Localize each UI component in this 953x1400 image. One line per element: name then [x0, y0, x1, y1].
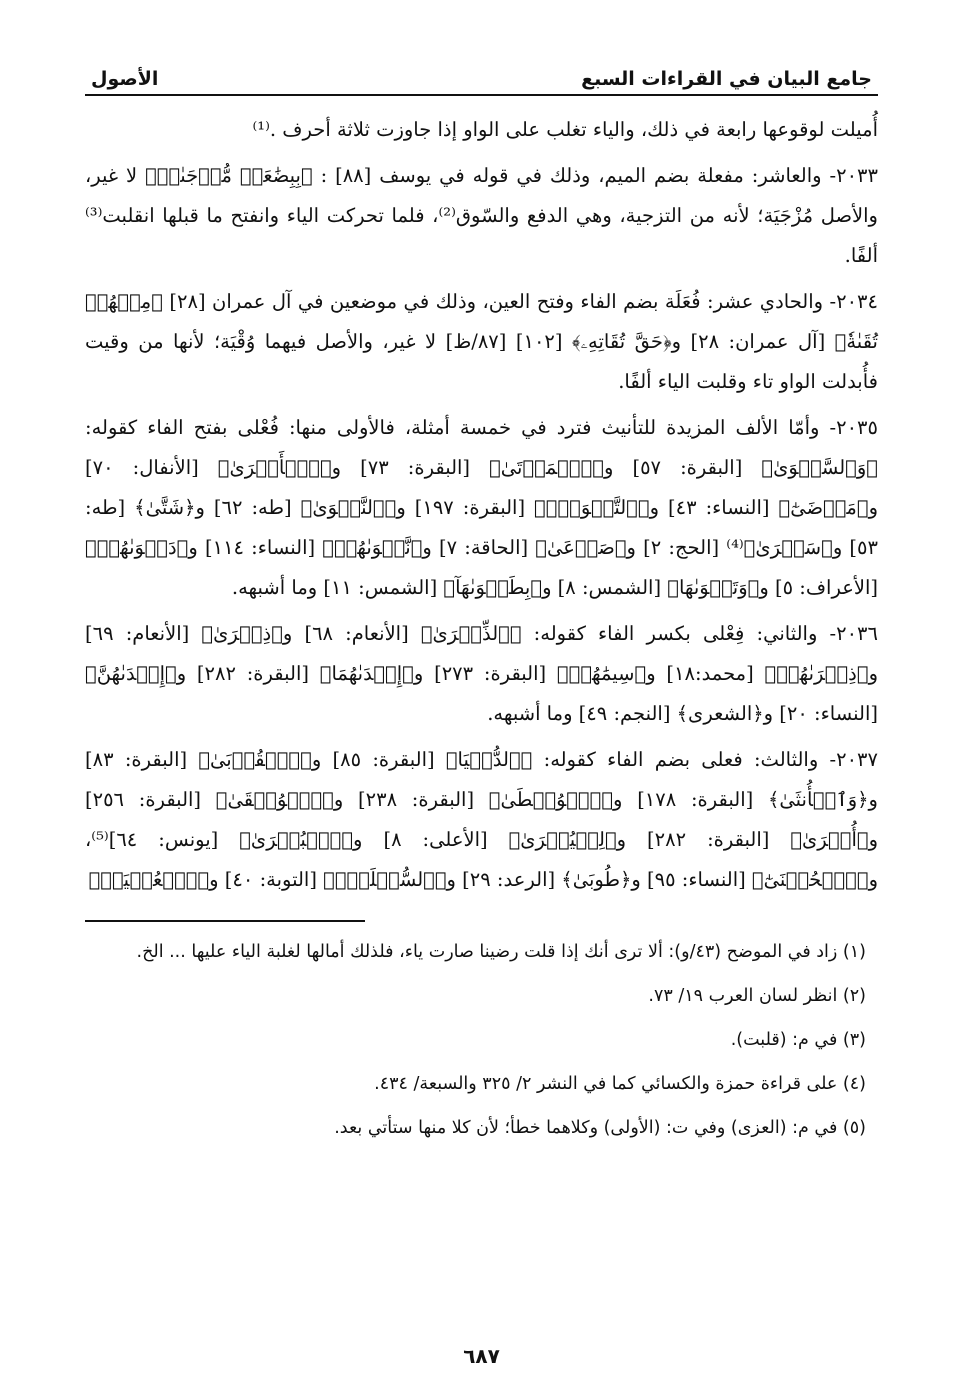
footnote: (٣) في م: (قلبت). [730, 1030, 866, 1050]
paragraph: ٢٠٣٧- والثالث: فعلى بضم الفاء كقوله: ﴿ٱلدُّنۡيَا﴾ [البقرة: ٨٥] و﴿ٱلۡقُرۡبَىٰ﴾ [البقرة: ٨٣] و﴿وَٱلۡأُنثَىٰ﴾ [البقرة: ١٧٨] و﴿ٱلۡوُسۡطَىٰ﴾ [البقرة: ٢٣٨] و﴿ٱلۡوُثۡقَىٰ﴾ [البقرة: ٢٥٦] و﴿أُخۡرَىٰ﴾ [البقرة: ٢٨٢] و﴿لِلۡيُسۡرَىٰ﴾ [الأعلى: ٨] و﴿ٱلۡبُشۡرَىٰ﴾ [يونس: ٦٤]⁽⁵⁾، و﴿ٱلۡحُسۡنَىٰٓ﴾ [النساء: ٩٥] و﴿طُوبَىٰ﴾ [الرعد: ٢٩] و﴿ٱلسُّفۡلَىٰۗ﴾ [التوبة: ٤٠] و﴿ٱلۡعُلۡيَاۗ﴾ [85, 748, 878, 891]
paragraph: ٢٠٣٦- والثاني: فِعْلى بكسر الفاء كقوله: ﴿ٱلذِّكۡرَىٰ﴾ [الأنعام: ٦٨] و﴿ذِكۡرَىٰ﴾ [الأنعام: ٦٩] و﴿ذِكۡرَىٰهُمۡ﴾ [محمد:١٨] و﴿سِيمَٰهُمۡ﴾ [البقرة: ٢٧٣] و﴿إِحۡدَىٰهُمَا﴾ [البقرة: ٢٨٢] و﴿إِحۡدَىٰهُنَّ﴾ [النساء: ٢٠] و﴿الشعرى﴾ [النجم: ٤٩] وما أشبهه. [85, 622, 878, 725]
book-page [85, 56, 878, 1376]
footnote: (١) زاد في الموضح (٤٣/و): ألا ترى أنك إذا قلت رضينا صارت ياء، فلذلك أمالها لغلبة الياء عليها ... الخ. [136, 942, 866, 962]
paragraph: ٢٠٣٤- والحادي عشر: فُعَلَة بضم الفاء وفتح العين، وذلك في موضعين في آل عمران [٢٨] ﴿مِنۡهُمۡ تُقَىٰةٗ﴾ [آل عمران: ٢٨] و﴿حَقَّ تُقَاتِهِۦ﴾ [١٠٢] [٨٧/ظ] لا غير، والأصل فيهما وُقْيَة؛ لأنها من وقيت فأُبدلت الواو تاء وقلبت الياء ألفًا. [85, 290, 879, 393]
section-title: الأصول [91, 68, 159, 90]
paragraph: أُميلت لوقوعها رابعة في ذلك، والياء تغلب على الواو إذا جاوزت ثلاثة أحرف .⁽¹⁾ [252, 118, 878, 141]
page-number: ٦٨٧ [463, 1344, 500, 1368]
book-title: جامع البيان في القراءات السبع [581, 68, 872, 90]
main-text [85, 110, 878, 900]
footnote-separator [85, 920, 365, 922]
running-header [85, 56, 878, 96]
footnotes [85, 934, 878, 1146]
footnote: (٢) انظر لسان العرب ١٩/ ٧٣. [648, 986, 866, 1006]
paragraph: ٢٠٣٣- والعاشر: مفعلة بضم الميم، وذلك في قوله في يوسف [٨٨] : ﴿بِبِضَٰعَةٖ مُّزۡجَىٰةٖ﴾ لا غير، والأصل مُزْجَيَة؛ لأنه من التزجية، وهي الدفع والسّوق⁽²⁾، فلما تحركت الياء وانفتح ما قبلها انقلبت⁽³⁾ ألفًا. [85, 164, 878, 267]
paragraph: ٢٠٣٥- وأمّا الألف المزيدة للتأنيث فترد في خمسة أمثلة، فالأولى منها: فُعْلى بفتح الفاء كقوله: ﴿وَٱلسَّلۡوَىٰ﴾ [البقرة: ٥٧] و﴿ٱلۡمَوۡتَىٰ﴾ [البقرة: ٧٣] و﴿ٱلۡأَسۡرَىٰ﴾ [الأنفال: ٧٠] و﴿مَرۡضَىٰٓ﴾ [النساء: ٤٣] و﴿ٱلتَّقۡوَىٰۖ﴾ [البقرة: ١٩٧] و﴿ٱلنَّجۡوَىٰ﴾ [طه: ٦٢] و﴿شَتَّىٰ﴾ [طه: ٥٣] و﴿سَكۡرَىٰ﴾⁽⁴⁾ [الحج: ٢] و﴿صَرۡعَىٰ﴾ [الحاقة: ٧] و﴿نَّجۡوَىٰهُمۡ﴾ [النساء: ١١٤] و﴿دَعۡوَىٰهُمۡ﴾ [الأعراف: ٥] و﴿وَتَقۡوَىٰهَا﴾ [الشمس: ٨] و﴿بِطَغۡوَىٰهَآ﴾ [الشمس: ١١] وما أشبهه. [85, 416, 878, 599]
footnote: (٥) في م: (العزى) وفي ت: (الأولى) وكلاهما خطأ؛ لأن كلا منها ستأتي بعد. [334, 1118, 866, 1138]
footnote: (٤) على قراءة حمزة والكسائي كما في النشر ٢/ ٣٢٥ والسبعة/ ٤٣٤. [374, 1074, 866, 1094]
